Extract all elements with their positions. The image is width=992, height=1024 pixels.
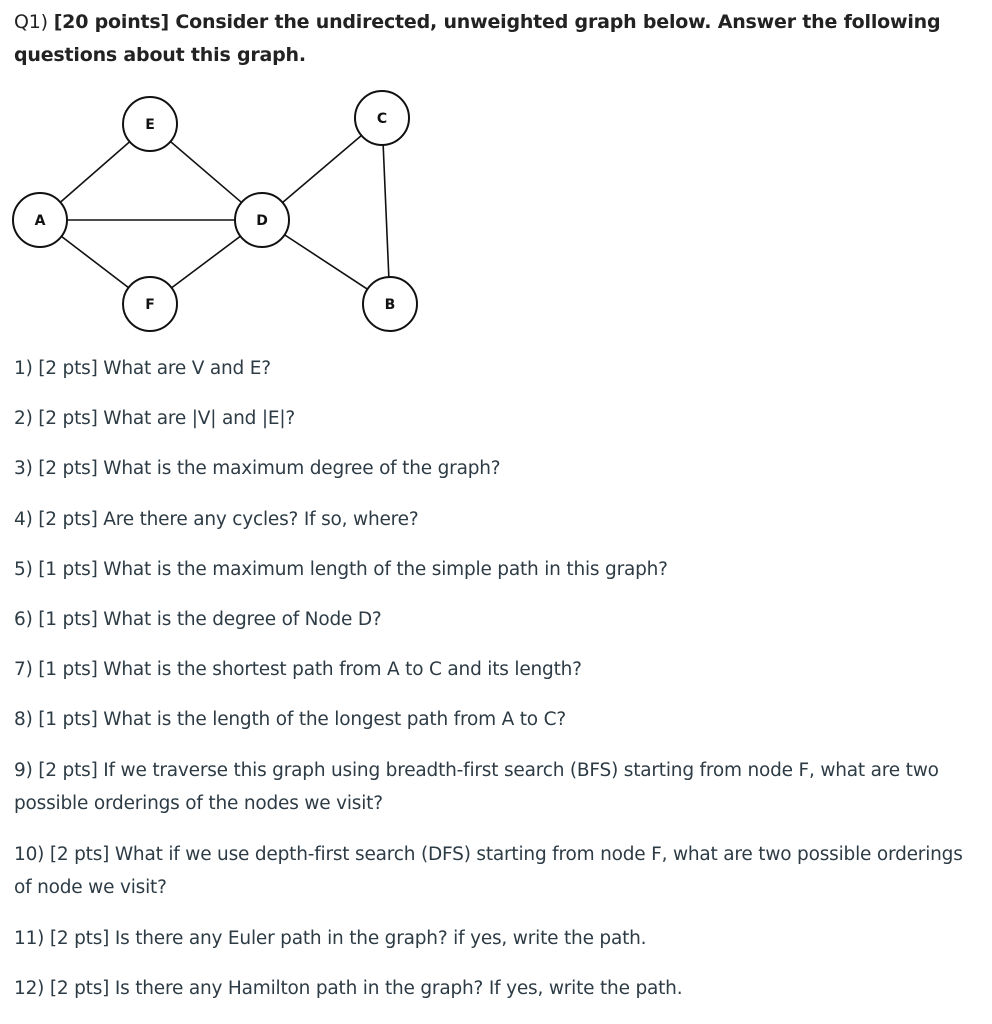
- question-prompt: [20 points] Consider the undirected, unweighted graph below. Answer the following questions about this graph.: [14, 11, 941, 66]
- question-item-1: 1) [2 pts] What are V and E?: [14, 358, 271, 379]
- graph-node-label: C: [376, 111, 388, 127]
- question-item-9: 9) [2 pts] If we traverse this graph using breadth-first search (BFS) starting from node F, what are two possible orderings of the nodes we visit?: [14, 760, 939, 814]
- question-item-7: 7) [1 pts] What is the shortest path from A to C and its length?: [14, 659, 582, 680]
- question-item-2: 2) [2 pts] What are |V| and |E|?: [14, 408, 296, 429]
- graph-node-label: F: [145, 297, 155, 313]
- graph-diagram: [0, 80, 460, 340]
- question-item-12: 12) [2 pts] Is there any Hamilton path in the graph? If yes, write the path.: [14, 978, 683, 999]
- graph-node-E: [123, 97, 177, 151]
- graph-node-F: [123, 277, 177, 331]
- question-number: Q1): [14, 11, 54, 33]
- question-header: [14, 6, 974, 72]
- question-item-3: 3) [2 pts] What is the maximum degree of the graph?: [14, 458, 501, 479]
- graph-node-label: A: [34, 213, 46, 229]
- graph-node-label: E: [145, 117, 155, 133]
- question-item-10: 10) [2 pts] What if we use depth-first search (DFS) starting from node F, what are two possible orderings of node we visit?: [14, 844, 963, 898]
- question-item-8: 8) [1 pts] What is the length of the longest path from A to C?: [14, 709, 566, 730]
- graph-node-label: B: [384, 297, 396, 313]
- question-item-11: 11) [2 pts] Is there any Euler path in the graph? if yes, write the path.: [14, 928, 647, 949]
- graph-node-D: [235, 193, 289, 247]
- question-item-5: 5) [1 pts] What is the maximum length of the simple path in this graph?: [14, 559, 668, 580]
- graph-node-B: [363, 277, 417, 331]
- graph-node-A: [13, 193, 67, 247]
- question-item-6: 6) [1 pts] What is the degree of Node D?: [14, 609, 382, 630]
- graph-node-label: D: [256, 213, 268, 229]
- graph-nodes: [13, 91, 417, 331]
- graph-edges: [40, 118, 390, 304]
- question-item-4: 4) [2 pts] Are there any cycles? If so, where?: [14, 509, 419, 530]
- graph-node-C: [355, 91, 409, 145]
